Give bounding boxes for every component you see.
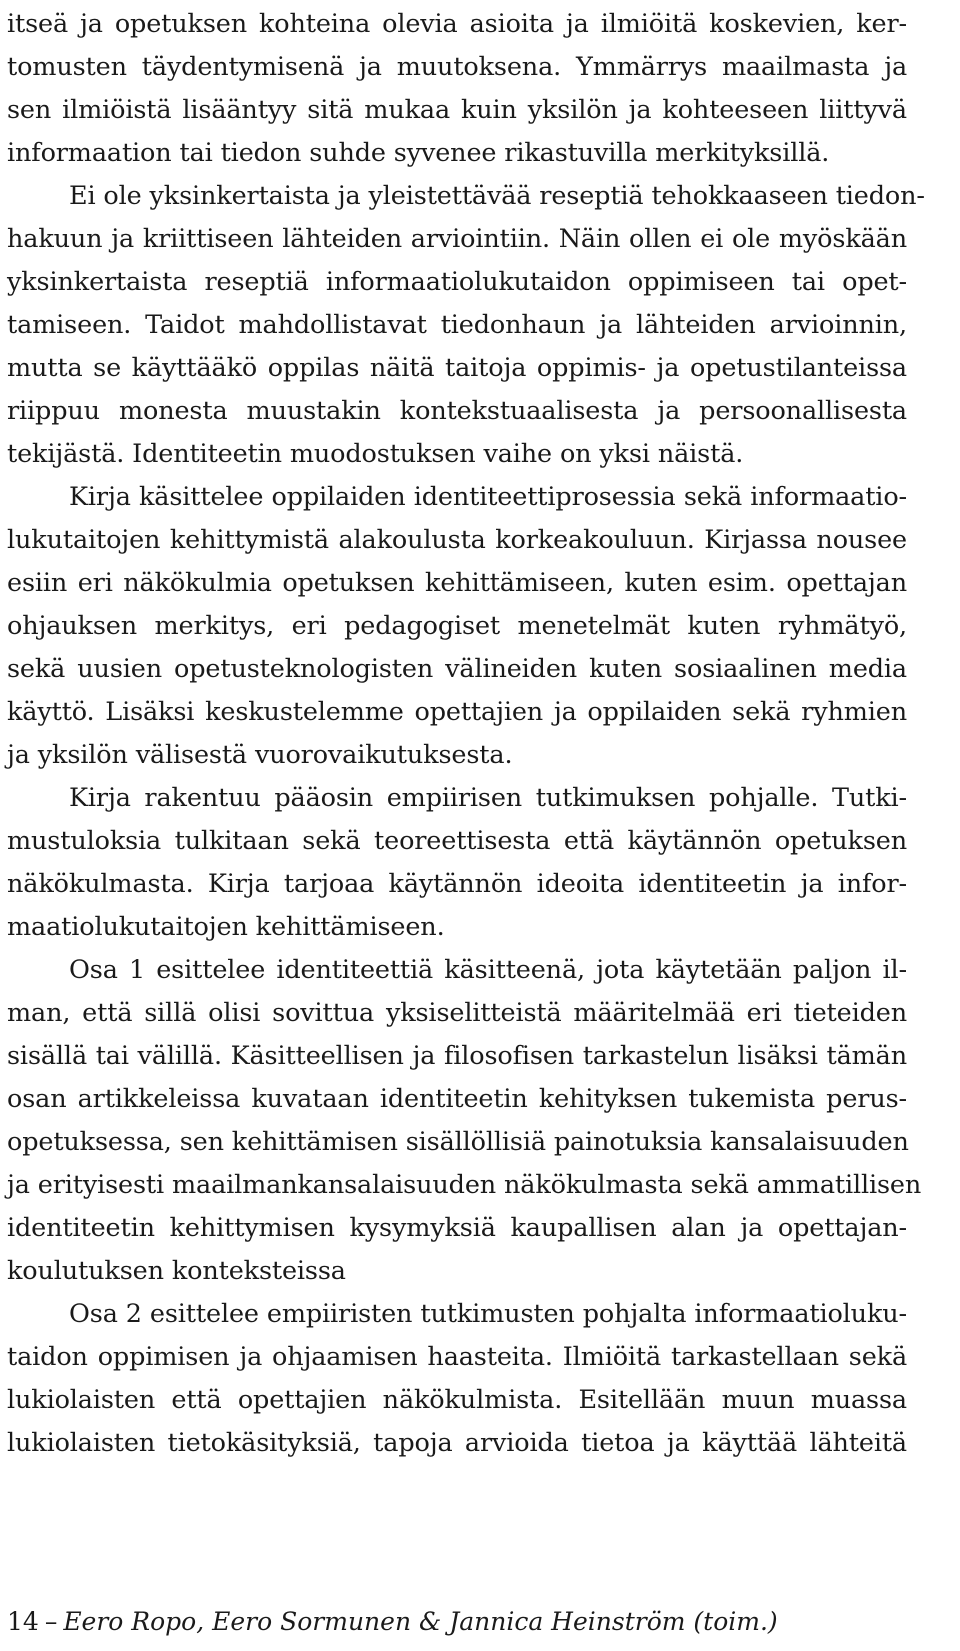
text-line: itseä ja opetuksen kohteina olevia asioita ja ilmiöitä koskevien, ker- — [7, 9, 907, 39]
page-footer — [7, 1602, 778, 1642]
text-line: informaation tai tiedon suhde syvenee rikastuvilla merkityksillä. — [7, 138, 830, 168]
text-line: mutta se käyttääkö oppilas näitä taitoja oppimis- ja opetustilanteissa — [7, 353, 907, 383]
text-line: osan artikkeleissa kuvataan identiteetin kehityksen tukemista perus- — [7, 1084, 907, 1114]
text-line: käyttö. Lisäksi keskustelemme opettajien ja oppilaiden sekä ryhmien — [7, 697, 907, 727]
text-line: identiteetin kehittymisen kysymyksiä kaupallisen alan ja opettajan- — [7, 1213, 907, 1243]
page-number: 14 — [7, 1607, 39, 1636]
text-line: lukutaitojen kehittymistä alakoulusta korkeakouluun. Kirjassa nousee — [7, 525, 907, 555]
text-line: sekä uusien opetusteknologisten välineiden kuten sosiaalinen media — [7, 654, 907, 684]
text-line: hakuun ja kriittiseen lähteiden arviointiin. Näin ollen ei ole myöskään — [7, 224, 907, 254]
text-line: tekijästä. Identiteetin muodostuksen vaihe on yksi näistä. — [7, 439, 744, 469]
text-line: koulutuksen konteksteissa — [7, 1256, 346, 1286]
text-line: tomusten täydentymisenä ja muutoksena. Ymmärrys maailmasta ja — [7, 52, 907, 82]
text-line: Ei ole yksinkertaista ja yleistettävää reseptiä tehokkaaseen tiedon- — [69, 181, 925, 211]
text-line: näkökulmasta. Kirja tarjoaa käytännön ideoita identiteetin ja infor- — [7, 869, 907, 899]
text-line: sisällä tai välillä. Käsitteellisen ja filosofisen tarkastelun lisäksi tämän — [7, 1041, 907, 1071]
text-line: sen ilmiöistä lisääntyy sitä mukaa kuin yksilön ja kohteeseen liittyvä — [7, 95, 907, 125]
text-line: lukiolaisten että opettajien näkökulmista. Esitellään muun muassa — [7, 1385, 907, 1415]
text-line: maatiolukutaitojen kehittämiseen. — [7, 912, 445, 942]
text-line: Osa 2 esittelee empiiristen tutkimusten pohjalta informaatioluku- — [69, 1299, 907, 1329]
footer-authors: Eero Ropo, Eero Sormunen & Jannica Heinström (toim.) — [63, 1607, 778, 1636]
text-line: tamiseen. Taidot mahdollistavat tiedonhaun ja lähteiden arvioinnin, — [7, 310, 907, 340]
text-line: lukiolaisten tietokäsityksiä, tapoja arvioida tietoa ja käyttää lähteitä — [7, 1428, 907, 1458]
text-line: esiin eri näkökulmia opetuksen kehittämiseen, kuten esim. opettajan — [7, 568, 907, 598]
text-line: taidon oppimisen ja ohjaamisen haasteita. Ilmiöitä tarkastellaan sekä — [7, 1342, 907, 1372]
text-line: Kirja käsittelee oppilaiden identiteettiprosessia sekä informaatio- — [69, 482, 907, 512]
text-line: Kirja rakentuu pääosin empiirisen tutkimuksen pohjalle. Tutki- — [69, 783, 907, 813]
text-line: ja erityisesti maailmankansalaisuuden näkökulmasta sekä ammatillisen — [7, 1170, 922, 1200]
text-line: man, että sillä olisi sovittua yksiselitteistä määritelmää eri tieteiden — [7, 998, 907, 1028]
text-line: mustuloksia tulkitaan sekä teoreettisesta että käytännön opetuksen — [7, 826, 907, 856]
text-line: yksinkertaista reseptiä informaatiolukutaidon oppimiseen tai opet- — [7, 267, 907, 297]
footer-dash: – — [44, 1607, 58, 1636]
text-line: Osa 1 esittelee identiteettiä käsitteenä, jota käytetään paljon il- — [69, 955, 907, 985]
text-line: riippuu monesta muustakin kontekstuaalisesta ja persoonallisesta — [7, 396, 907, 426]
text-line: ohjauksen merkitys, eri pedagogiset menetelmät kuten ryhmätyö, — [7, 611, 907, 641]
text-line: opetuksessa, sen kehittämisen sisällöllisiä painotuksia kansalaisuuden — [7, 1127, 909, 1157]
text-line: ja yksilön välisestä vuorovaikutuksesta. — [7, 740, 513, 770]
